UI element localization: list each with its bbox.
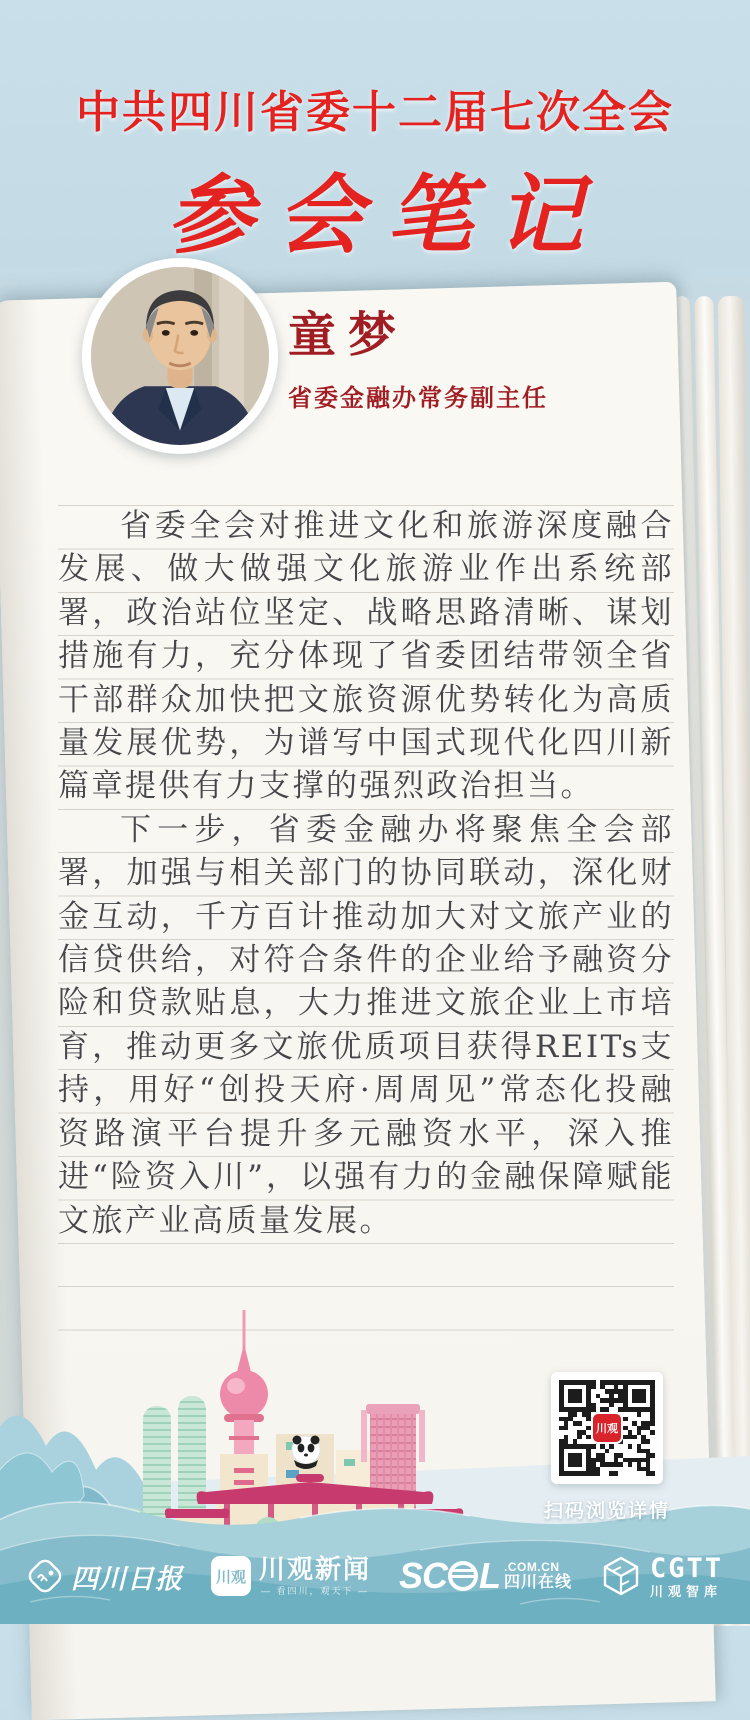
- qr-code: [551, 1372, 663, 1484]
- person-name: 童梦: [288, 309, 409, 362]
- logo-cover-news: [211, 1556, 371, 1596]
- qr-caption: 扫码浏览详情: [543, 1501, 670, 1522]
- cgtt-label: CGTT: [650, 1552, 724, 1584]
- notes-paragraph-2: 下一步，省委金融办将聚焦全会部署，加强与相关部门的协同联动，深化财金互动，千方百计推动加大对文旅产业的信贷供给，对符合条件的企业给予融资分险和贷款贴息，大力推进文旅企业上市培育，推动更多文旅优质项目获得REITs支持，用好“创投天府·周周见”常态化投融资路演平台提升多元融资水平，深入推进“险资入川”，以强有力的金融保障赋能文旅产业高质量发展。: [58, 811, 674, 1239]
- plenary-session-title: 中共四川省委十二届七次全会: [76, 88, 674, 137]
- qr-center-logo: 川观: [591, 1412, 623, 1444]
- notes-body: [58, 505, 674, 1354]
- panda-icon: [292, 1436, 320, 1470]
- scol-suffix: L: [478, 1555, 500, 1596]
- cover-news-label: 川观新闻: [258, 1554, 371, 1585]
- cgtt-subtext: 川观智库: [650, 1583, 723, 1599]
- cover-news-app-icon: 川观: [211, 1556, 251, 1596]
- cover-news-tagline: — 看四川，观天下 —: [260, 1585, 369, 1596]
- notes-paragraph-1: 省委全会对推进文化和旅游深度融合发展、做大做强文化旅游业作出系统部署，政治站位坚定、战略思路清晰、谋划措施有力，充分体现了省委团结带领全省干部群众加快把文旅资源优势转化为高质量发展优势，为谱写中国式现代化四川新篇章提供有力支撑的强烈政治担当。: [58, 508, 674, 805]
- portrait-illustration: [91, 267, 269, 445]
- scol-domain: .COM.CN: [503, 1560, 560, 1574]
- footer-logo-row: [0, 1544, 750, 1608]
- cgtt-cube-icon: [600, 1555, 642, 1597]
- logo-scol: [399, 1555, 572, 1597]
- sichuan-daily-label: 四川日报: [70, 1563, 183, 1595]
- scol-prefix: SC: [398, 1555, 447, 1596]
- scol-subtext: 四川在线: [503, 1574, 572, 1591]
- scol-globe-icon: [448, 1561, 478, 1591]
- person-job-title: 省委金融办常务副主任: [288, 385, 548, 412]
- meeting-notes-calligraphy-title: 参会笔记: [167, 165, 607, 266]
- sichuan-daily-icon: [27, 1558, 63, 1594]
- logo-cgtt: [600, 1552, 724, 1599]
- avatar-photo: [82, 258, 278, 454]
- logo-sichuan-daily: [27, 1557, 183, 1596]
